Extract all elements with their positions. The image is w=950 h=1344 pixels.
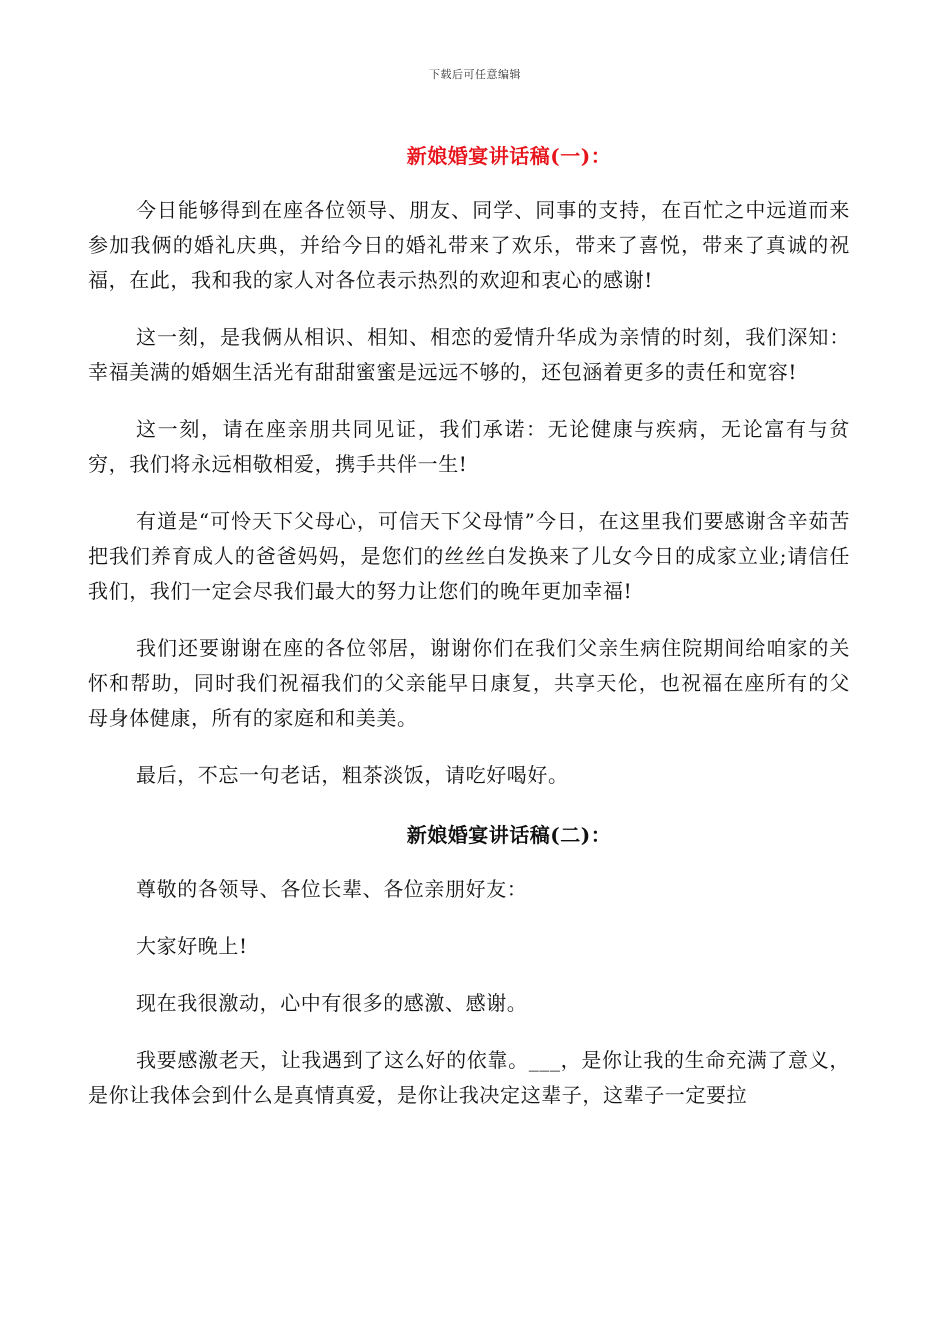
section-1-paragraph: 这一刻，请在座亲朋共同见证，我们承诺：无论健康与疾病，无论富有与贫穷，我们将永远相敬相爱，携手共伴一生! [88,417,850,476]
section-1-paragraph: 最后，不忘一句老话，粗茶淡饭，请吃好喝好。 [136,763,569,787]
section-1-paragraph: 这一刻，是我俩从相识、相知、相恋的爱情升华成为亲情的时刻，我们深知：幸福美满的婚姻生活光有甜甜蜜蜜是远远不够的，还包涵着更多的责任和宽容! [88,325,850,384]
section-2-paragraph: 我要感激老天，让我遇到了这么好的依靠。___，是你让我的生命充满了意义，是你让我体会到什么是真情真爱，是你让我决定这辈子，这辈子一定要拉 [88,1048,850,1107]
section-1-paragraph: 我们还要谢谢在座的各位邻居，谢谢你们在我们父亲生病住院期间给咱家的关怀和帮助，同时我们祝福我们的父亲能早日康复，共享天伦，也祝福在座所有的父母身体健康，所有的家庭和和美美。 [88,636,850,730]
document-body [88,140,850,1135]
section-2-paragraph: 现在我很激动，心中有很多的感激、感谢。 [136,991,528,1015]
section-1-paragraph: 有道是“可怜天下父母心，可信天下父母情”今日，在这里我们要感谢含辛茹苦把我们养育成人的爸爸妈妈，是您们的丝丝白发换来了儿女今日的成家立业;请信任我们，我们一定会尽我们最大的努力让您们的晚年更加幸福! [88,509,850,603]
header-note: 下载后可任意编辑 [429,68,521,81]
section-2-paragraph: 尊敬的各领导、各位长辈、各位亲朋好友： [136,877,528,901]
section-1-title: 新娘婚宴讲话稿(一)： [406,144,612,168]
section-2-title: 新娘婚宴讲话稿(二)： [406,823,612,847]
section-1-paragraph: 今日能够得到在座各位领导、朋友、同学、同事的支持，在百忙之中远道而来参加我俩的婚礼庆典，并给今日的婚礼带来了欢乐，带来了喜悦，带来了真诚的祝福，在此，我和我的家人对各位表示热烈的欢迎和衷心的感谢! [88,198,850,292]
section-2-paragraph: 大家好晚上! [136,934,248,958]
